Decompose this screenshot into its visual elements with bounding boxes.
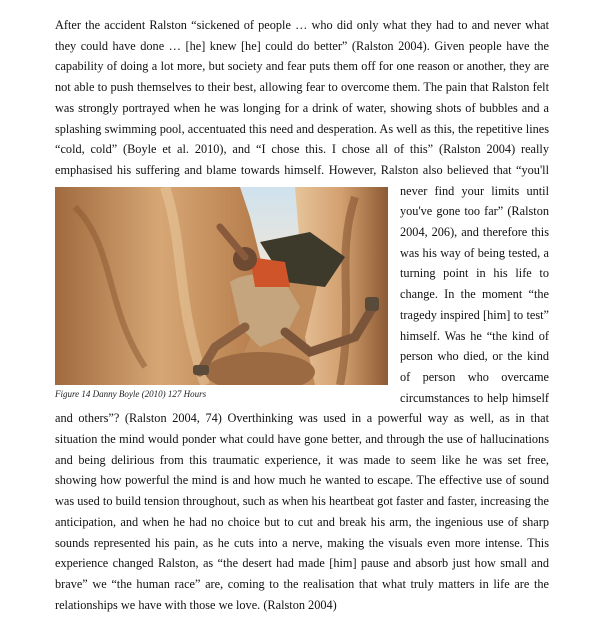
body-text	[55, 15, 549, 615]
figure	[55, 187, 388, 403]
figure-caption: Figure 14 Danny Boyle (2010) 127 Hours	[55, 388, 207, 399]
figure-photo	[55, 187, 388, 385]
paragraph-before-figure: After the accident Ralston “sickened of people … who did only what they had to and never what they could have done … [he] knew [he] could do better” (Ralston 2004). Given people have the capability of doing a lot more, but society and fear puts them off for one reason or another, they are not able to push themselves to their best, allowing fear to overcome them. The pain that Ralston felt was strongly portrayed when he was longing for a drink of water, showing shots of bubbles and a splashing swimming pool, accentuated this need and desperation. As well as this, the repetitive lines “cold, cold” (Boyle et al. 2010), and “I chose this. I chose all of this” (Ralston 2004) really emphasised his suffering and blame towards himself. However, Ralston also believed that “you'll never find your	[55, 18, 549, 198]
paragraph-after-figure: limits until you've gone too far” (Ralston 2004, 206), and therefore this was his way of being tested, a turning point in his life to change. In the moment “the tragedy inspired [him] to test” himself. Was he “the kind of person who died, or the kind of person who overcame circumstances to help himself and others”? (Ralston 2004, 74) Overthinking was used in a powerful way as well, as in that situation the mind would ponder what could have gone better, and through the use of hallucinations and being delirious from this traumatic experience, it was made to seem like he was set free, showing how powerful the mind is and how much he wanted to escape. The effective use of sound was used to build tension throughout, such as when his heartbeat got faster and faster, increasing the anticipation, and when he had no choice but to cut and break his arm, the ingenious use of sharp sounds represented his pain, as he cuts into a nerve, making the visuals even more intense. This experience changed Ralston, as “the desert had made [him] pause and absorb just how small and brave” we “the human race” are, coming to the realisation that what truly matters in life are the relationships we have with those we love. (Ralston 2004)	[55, 183, 549, 612]
